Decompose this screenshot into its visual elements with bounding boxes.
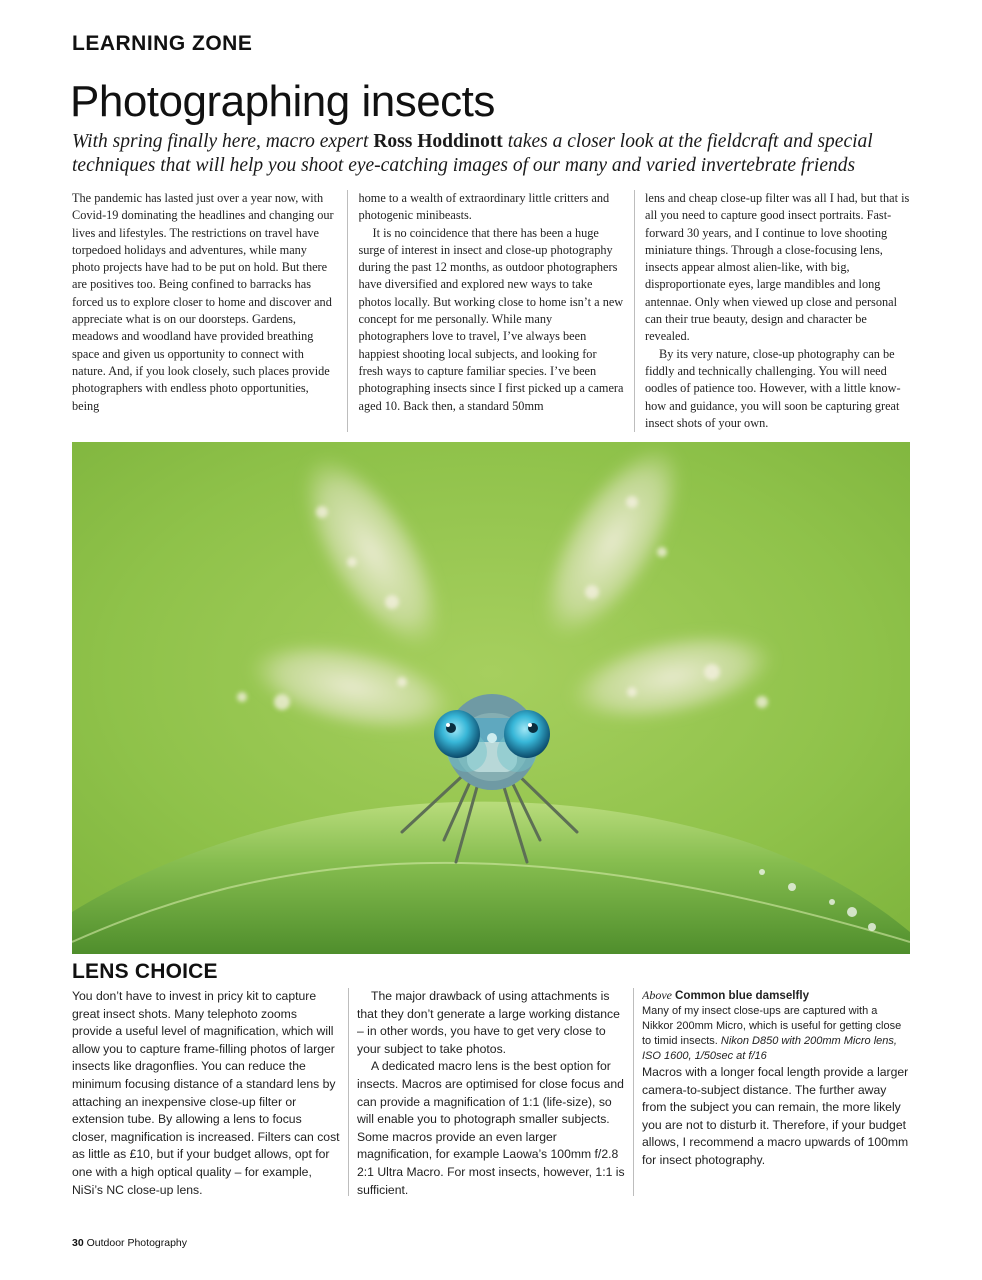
caption-text: Many of my insect close-ups are captured with a Nikkor 200mm Micro, which is useful for getting close to timid insects. <box>642 1005 902 1047</box>
standfirst-post: takes a closer look at the fieldcraft and special techniques that will help you shoot eye-catching images of our many and varied invertebrate friends <box>72 131 873 176</box>
paragraph: The pandemic has lasted just over a year now, with Covid-19 dominating the headlines and changing our lives and lifestyles. The restrictions on travel have torpedoed holidays and adventures, while many photo projects have had to be put on hold. But there are positives too. Being confined to barracks has forced us to explore closer to home and discover and appreciate what is on our doorsteps. Gardens, meadows and woodland have provided breathing space and given us opportunity to connect with nature. And, if you look closely, such places provide photographers with endless photo opportunities, being <box>72 191 334 413</box>
paragraph: By its very nature, close-up photography can be fiddly and technically challenging. You will need oodles of patience too. However, with a little know-how and guidance, you will soon be capturing great insect shots of your own. <box>645 346 901 430</box>
lens-column-1 <box>72 988 340 1196</box>
intro-columns <box>72 190 910 432</box>
magazine-name: Outdoor Photography <box>86 1237 188 1249</box>
lens-column-3 <box>642 988 910 1196</box>
caption-tech-details: Nikon D850 with 200mm Micro lens, ISO 1600, 1/50sec at f/16 <box>642 1035 897 1062</box>
damselfly-eye-right <box>504 710 550 758</box>
standfirst <box>72 130 922 178</box>
damselfly-photo <box>72 442 910 954</box>
photo-caption <box>642 988 910 1064</box>
page-footer <box>72 1237 187 1249</box>
page-number: 30 <box>72 1237 84 1249</box>
damselfly-eye-left <box>434 710 480 758</box>
column-divider <box>634 190 635 432</box>
paragraph: A dedicated macro lens is the best option for insects. Macros are optimised for close focus and can provide a magnification of 1:1 (life-size), so will enable you to photograph smaller subjects. Some macros provide an even larger magnification, for example Laowa’s 100mm f/2.8 2:1 Ultra Macro. For most insects, however, 1:1 is sufficient. <box>357 1059 625 1196</box>
caption-title: Common blue damselfly <box>675 989 810 1002</box>
section-label: LEARNING ZONE <box>72 32 253 55</box>
paragraph: home to a wealth of extraordinary little critters and photogenic minibeasts. <box>358 191 610 223</box>
lens-choice-columns <box>72 988 910 1196</box>
intro-column-1 <box>72 190 337 432</box>
paragraph: The major drawback of using attachments is that they don’t generate a large working distance – in other words, you have to get very close to your subject to take photos. <box>357 989 620 1056</box>
intro-column-3 <box>645 190 910 432</box>
paragraph: You don’t have to invest in pricy kit to capture great insect shots. Many telephoto zooms provide a useful level of magnification, which will allow you to capture frame-filling photos of larger insects like dragonflies. You can reduce the minimum focusing distance of a standard lens by attaching an inexpensive close-up filter or extension tube. By allowing a lens to focus closer, magnification is increased. Filters can cost as little as £10, but if your budget allows, opt for one with a high optical quality – for example, NiSi’s NC close-up lens. <box>72 989 340 1196</box>
paragraph: lens and cheap close-up filter was all I had, but that is all you need to capture good insect portraits. Fast-forward 30 years, and I continue to love shooting miniature things. Through a close-focusing lens, insects appear almost alien-like, with big, disproportionate eyes, large mandibles and long antennae. Only when viewed up close and personal can their true beauty, design and character be revealed. <box>645 191 910 344</box>
lens-choice-heading: LENS CHOICE <box>72 960 218 983</box>
standfirst-pre: With spring finally here, macro expert <box>72 131 374 152</box>
column-divider <box>348 988 349 1196</box>
article-title: Photographing insects <box>70 77 495 126</box>
paragraph: Macros with a longer focal length provide a larger camera-to-subject distance. The further away from the subject you can remain, the more likely you are not to disturb it. Therefore, if your budget allows, I recommend a macro upwards of 100mm for insect photography. <box>642 1065 909 1167</box>
caption-label: Above <box>642 988 672 1002</box>
author-name: Ross Hoddinott <box>373 131 503 152</box>
paragraph: It is no coincidence that there has been a huge surge of interest in insect and close-up photography during the past 12 months, as outdoor photographers have diversified and explored new ways to take photos locally. But working close to home isn’t a new concept for me personally. While many photographers love to travel, I’ve always been happiest shooting local subjects, and looking for fresh ways to capture familiar species. I’ve been photographing insects since I first picked up a camera aged 10. Back then, a standard 50mm <box>358 225 624 413</box>
column-divider <box>347 190 348 432</box>
intro-column-2 <box>359 190 624 432</box>
column-divider <box>633 988 634 1196</box>
lens-column-2 <box>357 988 625 1196</box>
